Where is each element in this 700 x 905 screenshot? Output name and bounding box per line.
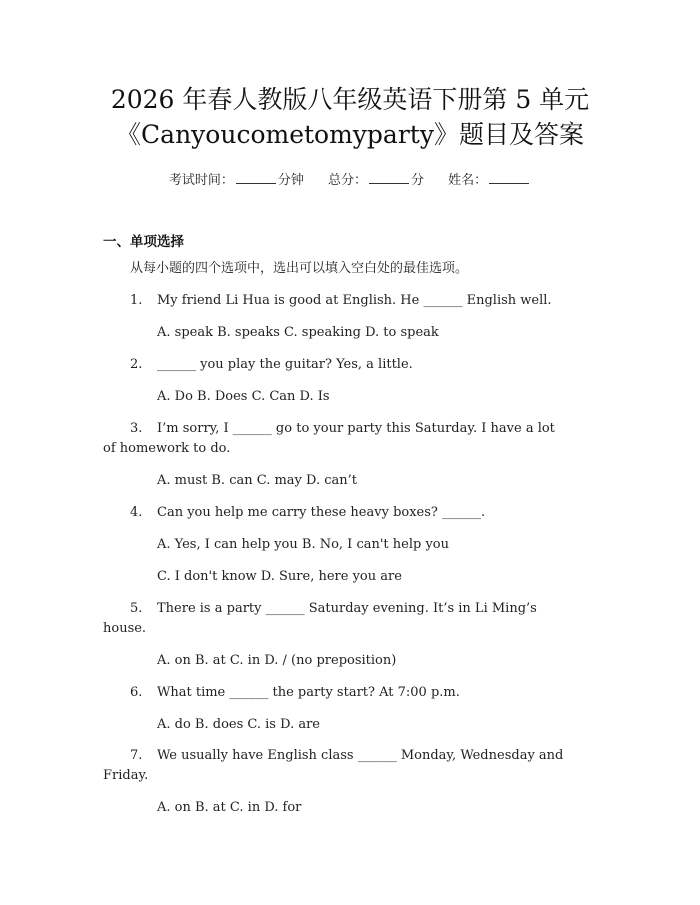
- question-1-number: 1.: [130, 293, 143, 308]
- question-7-text-continued: Friday.: [103, 768, 149, 783]
- total-score-field: [328, 173, 428, 188]
- question-6-text: What time ______ the party start? At 7:00 p.m.: [157, 685, 460, 700]
- question-4-number: 4.: [130, 505, 143, 520]
- section-heading: 一、单项选择: [103, 234, 184, 250]
- question-7-number: 7.: [130, 748, 143, 763]
- question-2-text: ______ you play the guitar? Yes, a little.: [157, 357, 413, 372]
- exam-time-label: 考试时间：: [168, 173, 234, 188]
- student-name-field: [448, 173, 531, 188]
- section-instruction: 从每小题的四个选项中，选出可以填入空白处的最佳选项。: [130, 261, 469, 276]
- question-5-options: A. on B. at C. in D. / (no preposition): [157, 653, 397, 668]
- student-name-label: 姓名：: [448, 173, 488, 188]
- total-score-label: 总分：: [327, 173, 367, 188]
- exam-time-unit: 分钟: [277, 173, 304, 188]
- question-3-number: 3.: [130, 421, 143, 436]
- question-5-text: There is a party ______ Saturday evening. It’s in Li Ming’s: [157, 601, 537, 616]
- total-score-blank: [369, 172, 409, 184]
- exam-time-blank: [236, 172, 276, 184]
- exam-info-row: [0, 169, 700, 188]
- student-name-blank: [489, 172, 529, 184]
- question-5-number: 5.: [130, 601, 143, 616]
- question-4-text: Can you help me carry these heavy boxes? ______.: [157, 505, 486, 520]
- exam-time-field: [169, 173, 308, 188]
- question-4-options-ab: A. Yes, I can help you B. No, I can't help you: [157, 537, 449, 552]
- question-1-text: My friend Li Hua is good at English. He ______ English well.: [157, 293, 552, 308]
- question-1-options: A. speak B. speaks C. speaking D. to speak: [157, 325, 439, 340]
- question-3-text-continued: of homework to do.: [103, 441, 231, 456]
- total-score-unit: 分: [411, 173, 425, 188]
- document-title-line-1: 2026 年春人教版八年级英语下册第 5 单元: [110, 85, 590, 114]
- question-2-options: A. Do B. Does C. Can D. Is: [157, 389, 330, 404]
- question-3-options: A. must B. can C. may D. can’t: [157, 473, 358, 488]
- document-title-line-2: 《Canyoucometomyparty》题目及答案: [116, 120, 584, 149]
- question-6-options: A. do B. does C. is D. are: [157, 717, 320, 732]
- question-6-number: 6.: [130, 685, 143, 700]
- question-7-options: A. on B. at C. in D. for: [157, 800, 302, 815]
- question-7-text: We usually have English class ______ Monday, Wednesday and: [157, 748, 564, 763]
- question-3-text: I’m sorry, I ______ go to your party this Saturday. I have a lot: [157, 421, 555, 436]
- question-4-options-cd: C. I don't know D. Sure, here you are: [157, 569, 402, 584]
- question-5-text-continued: house.: [103, 621, 147, 636]
- question-2-number: 2.: [130, 357, 143, 372]
